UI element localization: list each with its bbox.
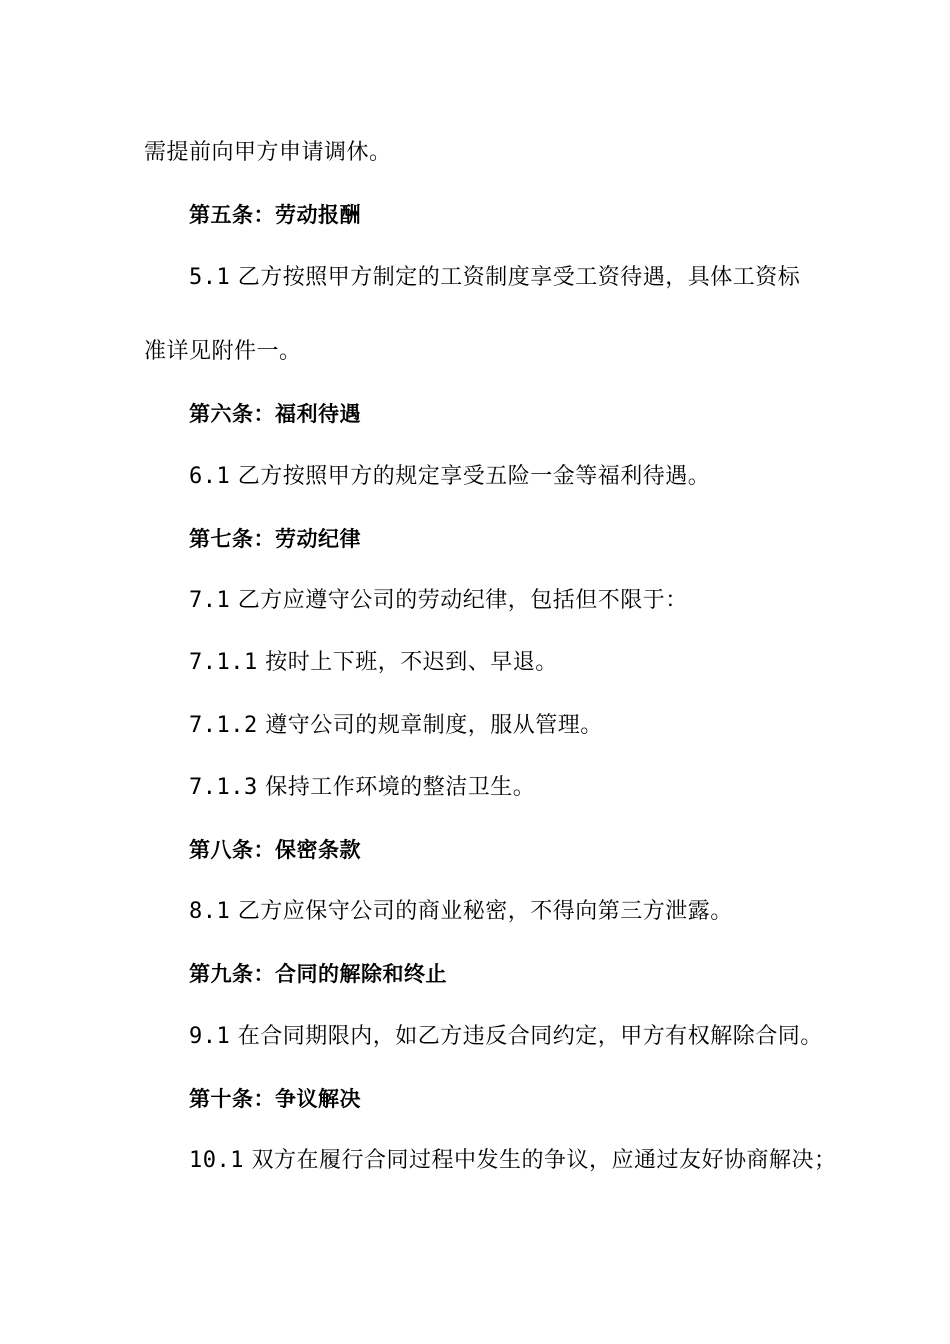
clause-text: 按时上下班，不迟到、早退。 — [265, 650, 558, 675]
paragraph-continuation — [144, 338, 302, 366]
clause-text: 双方在履行合同过程中发生的争议，应通过友好协商解决； — [251, 1148, 837, 1173]
clause-7-1-2 — [189, 712, 603, 740]
clause-8-1 — [189, 898, 733, 926]
heading-text: 第五条：劳动报酬 — [189, 203, 361, 227]
heading-text: 第七条：劳动纪律 — [189, 527, 361, 551]
clause-10-1 — [189, 1147, 837, 1175]
clause-number: 7.1.1 — [189, 650, 258, 675]
heading-text: 第八条：保密条款 — [189, 838, 361, 862]
clause-text: 在合同期限内，如乙方违反合同约定，甲方有权解除合同。 — [237, 1024, 823, 1049]
clause-text: 乙方按照甲方的规定享受五险一金等福利待遇。 — [237, 464, 711, 489]
clause-number: 8.1 — [189, 899, 231, 924]
clause-text: 遵守公司的规章制度，服从管理。 — [265, 713, 603, 738]
section-heading-10 — [189, 1085, 361, 1113]
clause-number: 5.1 — [189, 265, 231, 290]
clause-number: 7.1 — [189, 588, 231, 613]
clause-text: 乙方按照甲方制定的工资制度享受工资待遇，具体工资标 — [237, 265, 801, 290]
heading-text: 第十条：争议解决 — [189, 1087, 361, 1111]
section-heading-6 — [189, 400, 361, 428]
clause-text: 乙方应遵守公司的劳动纪律，包括但不限于： — [237, 588, 688, 613]
line-text: 需提前向甲方申请调休。 — [144, 140, 392, 165]
section-heading-8 — [189, 836, 361, 864]
clause-number: 9.1 — [189, 1024, 231, 1049]
paragraph-continuation — [144, 139, 392, 167]
clause-number: 6.1 — [189, 464, 231, 489]
clause-text: 乙方应保守公司的商业秘密，不得向第三方泄露。 — [237, 899, 733, 924]
clause-9-1 — [189, 1023, 823, 1051]
clause-7-1-1 — [189, 649, 558, 677]
clause-6-1 — [189, 463, 710, 491]
section-heading-9 — [189, 960, 447, 988]
clause-number: 10.1 — [189, 1148, 244, 1173]
clause-text: 保持工作环境的整洁卫生。 — [265, 775, 536, 800]
clause-number: 7.1.3 — [189, 775, 258, 800]
heading-text: 第九条：合同的解除和终止 — [189, 962, 447, 986]
clause-5-1 — [189, 264, 800, 292]
clause-7-1-3 — [189, 774, 535, 802]
clause-7-1 — [189, 587, 688, 615]
section-heading-5 — [189, 201, 361, 229]
section-heading-7 — [189, 525, 361, 553]
line-text: 准详见附件一。 — [144, 339, 302, 364]
heading-text: 第六条：福利待遇 — [189, 402, 361, 426]
clause-number: 7.1.2 — [189, 713, 258, 738]
